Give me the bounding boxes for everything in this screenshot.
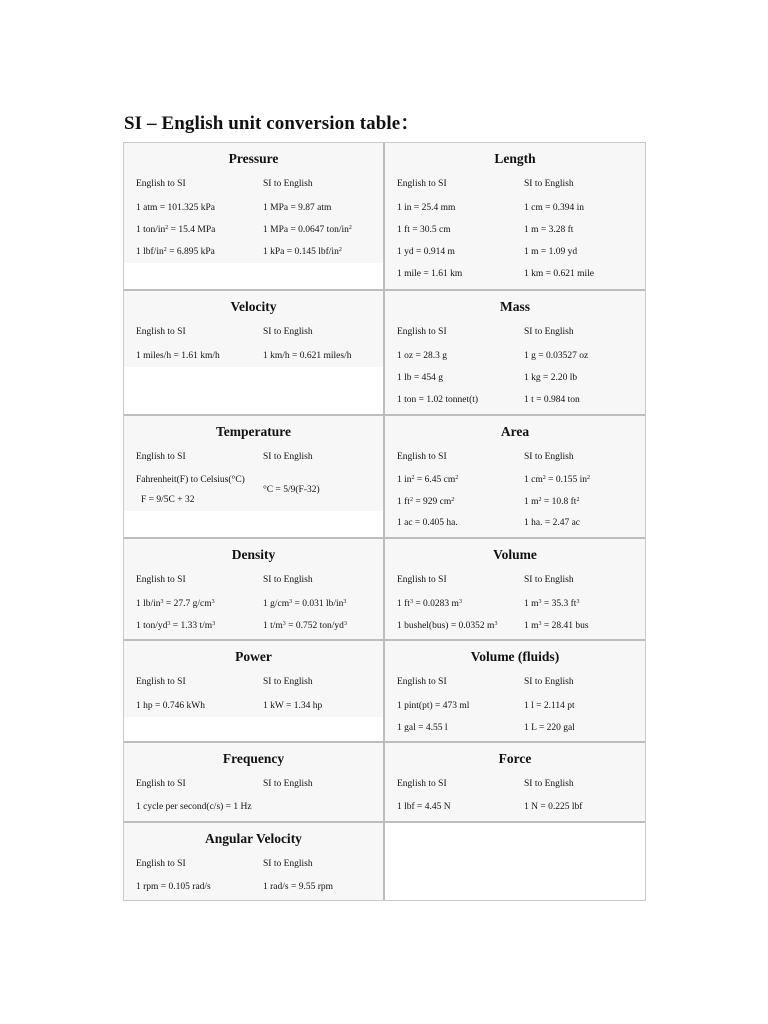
header-english-to-si: English to SI [397, 779, 447, 789]
conversion-row: 1 ac = 0.405 ha. [397, 518, 458, 528]
header-english-to-si: English to SI [397, 575, 447, 585]
conversion-row: 1 kg = 2.20 lb [524, 373, 578, 383]
conversion-row: 1 rpm = 0.105 rad/s [136, 882, 211, 892]
conversion-row: 1 oz = 28.3 g [397, 351, 447, 361]
conversion-row: F = 9/5C + 32 [141, 495, 195, 505]
section-title: Frequency [222, 751, 285, 766]
conversion-row: 1 ton = 1.02 tonnet(t) [397, 395, 479, 405]
conversion-row: °C = 5/9(F-32) [263, 485, 320, 495]
page-title: SI – English unit conversion table： [124, 113, 420, 134]
conversion-row: 1 cm = 0.394 in [524, 203, 584, 213]
section-title: Volume (fluids) [470, 649, 560, 664]
header-si-to-english: SI to English [263, 327, 313, 337]
header-si-to-english: SI to English [524, 779, 574, 789]
conversion-row: 1 $m^3 = 35.3$ $ft^3$ [524, 599, 580, 609]
header-english-to-si: English to SI [136, 575, 186, 585]
header-si-to-english: SI to English [263, 677, 313, 687]
conversion-row: 1 mile = 1.61 km [397, 269, 463, 279]
header-si-to-english: SI to English [524, 677, 574, 687]
conversion-row: 1 km/h = 0.621 miles/h [263, 351, 352, 361]
header-english-to-si: English to SI [397, 677, 447, 687]
section-title: Density [231, 547, 276, 562]
conversion-row: 1 $m^3 = 28.41$ bus [524, 621, 589, 631]
header-si-to-english: SI to English [524, 452, 574, 462]
cell-blank [124, 717, 383, 741]
conversion-row: 1 $in^2 = 6.45$ $cm^2$ [397, 475, 459, 485]
cell-blank [124, 511, 383, 537]
conversion-row: 1 $cm^2 = 0.155$ $in^2$ [524, 475, 590, 485]
section-empty [385, 823, 645, 900]
conversion-row: 1 l = 2.114 pt [524, 701, 575, 711]
section-title: Length [494, 151, 536, 166]
conversion-row: 1 $g/cm^3 = 0.031$ $lb/in^3$ [263, 599, 347, 609]
conversion-row: 1 g = 0.03527 oz [524, 351, 589, 361]
header-si-to-english: SI to English [263, 859, 313, 869]
header-si-to-english: SI to English [524, 327, 574, 337]
section-title: Pressure [228, 151, 279, 166]
cell-blank [124, 263, 383, 289]
header-english-to-si: English to SI [136, 677, 186, 687]
conversion-row: 1 MPa = 0.0647 ton/$in^2$ [263, 225, 352, 235]
section-title: Velocity [230, 299, 277, 314]
conversion-row: 1 MPa = 9.87 atm [263, 203, 332, 213]
column-divider [383, 143, 385, 900]
conversion-row: 1 ton/$in^2 = 15.4$ MPa [136, 225, 216, 235]
header-si-to-english: SI to English [263, 575, 313, 585]
conversion-row: 1 ha. = 2.47 ac [524, 518, 581, 528]
header-english-to-si: English to SI [136, 779, 186, 789]
header-english-to-si: English to SI [397, 452, 447, 462]
section-power [124, 641, 383, 741]
header-si-to-english: SI to English [263, 779, 313, 789]
conversion-row: 1 L = 220 gal [524, 723, 575, 733]
section-area [385, 416, 645, 537]
section-angular-velocity [124, 823, 383, 900]
header-si-to-english: SI to English [524, 575, 574, 585]
conversion-row: 1 m = 3.28 ft [524, 225, 574, 235]
conversion-row: 1 hp = 0.746 kWh [136, 701, 205, 711]
header-english-to-si: English to SI [397, 327, 447, 337]
section-volume-fluids [385, 641, 645, 741]
conversion-row: 1 $ft^2 = 929$ $cm^2$ [397, 497, 455, 507]
conversion-row: 1 pint(pt) = 473 ml [397, 701, 470, 711]
section-temperature [124, 416, 383, 537]
conversion-row: Fahrenheit(F) to Celsius(°C) [136, 475, 245, 485]
conversion-row: 1 lbf = 4.45 N [397, 802, 451, 812]
section-title: Temperature [216, 424, 291, 439]
header-si-to-english: SI to English [263, 179, 313, 189]
section-velocity [124, 291, 383, 414]
conversion-row: 1 rad/s = 9.55 rpm [263, 882, 334, 892]
conversion-row: 1 ton/$yd^3 = 1.33$ $t/m^3$ [136, 621, 216, 631]
conversion-row: 1 miles/h = 1.61 km/h [136, 351, 220, 361]
conversion-row: 1 gal = 4.55 l [397, 723, 448, 733]
section-title: Force [498, 751, 532, 766]
conversion-row: 1 km = 0.621 mile [524, 269, 595, 279]
header-english-to-si: English to SI [136, 452, 186, 462]
header-english-to-si: English to SI [397, 179, 447, 189]
conversion-table [123, 142, 646, 901]
conversion-row: 1 $lb/in^3 = 27.7$ $g/cm^3$ [136, 599, 215, 609]
header-si-to-english: SI to English [263, 452, 313, 462]
section-title: Angular Velocity [205, 831, 302, 846]
conversion-row: 1 $ft^3 = 0.0283$ $m^3$ [397, 599, 462, 609]
conversion-row: 1 lb = 454 g [397, 373, 443, 383]
header-english-to-si: English to SI [136, 327, 186, 337]
section-title: Mass [500, 299, 530, 314]
header-english-to-si: English to SI [136, 859, 186, 869]
conversion-row: 1 kPa = 0.145 lbf/$in^2$ [263, 247, 342, 257]
conversion-row: 1 $t/m^3 = 0.752$ ton/$yd^3$ [263, 621, 347, 631]
conversion-row: 1 N = 0.225 lbf [524, 802, 583, 812]
header-english-to-si: English to SI [136, 179, 186, 189]
conversion-row: 1 t = 0.984 ton [524, 395, 580, 405]
conversion-row: 1 kW = 1.34 hp [263, 701, 323, 711]
conversion-row: 1 ft = 30.5 cm [397, 225, 451, 235]
conversion-row: 1 lbf/$in^2 = 6.895$ kPa [136, 247, 215, 257]
section-title: Power [235, 649, 272, 664]
section-force [385, 743, 645, 821]
section-mass [385, 291, 645, 414]
section-title: Volume [493, 547, 537, 562]
section-volume [385, 539, 645, 639]
conversion-row: 1 in = 25.4 mm [397, 203, 456, 213]
header-si-to-english: SI to English [524, 179, 574, 189]
section-frequency [124, 743, 383, 821]
conversion-row: 1 bushel(bus) = 0.0352 $m^3$ [397, 621, 498, 631]
conversion-row: 1 m = 1.09 yd [524, 247, 578, 257]
section-density [124, 539, 383, 639]
section-title: Area [500, 424, 530, 439]
conversion-row: 1 $m^2 = 10.8$ $ft^2$ [524, 497, 580, 507]
cell-blank [124, 367, 383, 414]
conversion-row: 1 yd = 0.914 m [397, 247, 455, 257]
conversion-row: 1 atm = 101.325 kPa [136, 203, 215, 213]
conversion-row: 1 cycle per second(c/s) = 1 Hz [136, 802, 252, 812]
section-length [385, 143, 645, 289]
section-pressure [124, 143, 383, 289]
